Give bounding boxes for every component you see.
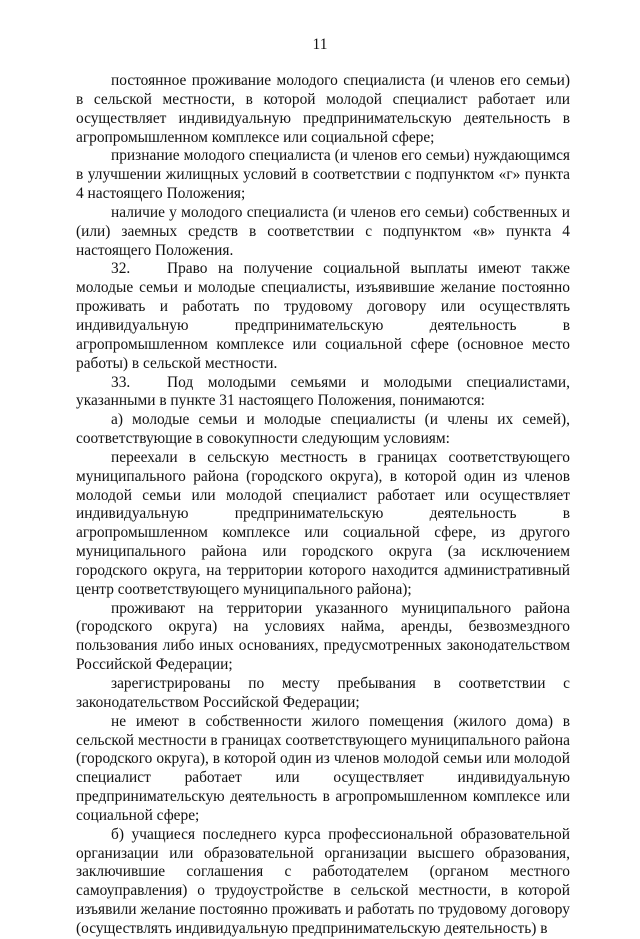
document-body: [76, 72, 570, 939]
paragraph: проживают на территории указанного муниципального района (городского округа) на условиях найма, аренды, безвозмездного пользования либо иных основаниях, предусмотренных законодательством Российской Федерации;: [76, 599, 570, 674]
paragraph: признание молодого специалиста (и членов его семьи) нуждающимся в улучшении жилищных условий в соответствии с подпунктом «г» пункта 4 настоящего Положения;: [76, 147, 570, 203]
item-number: 33.: [111, 373, 131, 391]
paragraph: постоянное проживание молодого специалиста (и членов его семьи) в сельской местности, в которой молодой специалист работает или осуществляет индивидуальную предпринимательскую деятельность в агропромышленном комплексе или социальной сфере;: [76, 72, 570, 146]
item-32: [76, 260, 570, 373]
paragraph: переехали в сельскую местность в границах соответствующего муниципального района (городского округа), в которой один из членов молодой семьи или молодой специалист работает или осуществляет индивидуальную предпринимательскую деятельность в агропромышленном комплексе или социальной сфере, из другого муниципального района или городского округа (за исключением городского округа, на территории которого находится административный центр соответствующего муниципального района);: [76, 448, 570, 598]
page-number: 11: [312, 36, 328, 53]
paragraph: б) учащиеся последнего курса профессиональной образовательной организации или образовательной организации высшего образования, заключившие соглашения с работодателем (органом местного самоуправления) о трудоустройстве в сельской местности, в которой изъявили желание постоянно проживать и работать по трудовому договору (осуществлять индивидуальную предпринимательскую деятельность) в: [76, 825, 570, 937]
item-text: Право на получение социальной выплаты имеют также молодые семьи и молодые специалисты, изъявившие желание постоянно проживать и работать по трудовому договору или осуществлять индивидуальную предпринимательскую деятельность в агропромышленном комплексе или социальной сфере (основное место работы) в сельской местности.: [76, 260, 570, 372]
paragraph: наличие у молодого специалиста (и членов его семьи) собственных и (или) заемных средств в соответствии с подпунктом «в» пункта 4 настоящего Положения.: [76, 203, 570, 259]
item-number: 32.: [111, 260, 131, 278]
paragraph: а) молодые семьи и молодые специалисты (и члены их семей), соответствующие в совокупности следующим условиям:: [76, 411, 570, 448]
item-33: [76, 374, 570, 412]
item-text: Под молодыми семьями и молодыми специалистами, указанными в пункте 31 настоящего Положения, понимаются:: [76, 373, 570, 410]
paragraph: не имеют в собственности жилого помещения (жилого дома) в сельской местности в границах соответствующего муниципального района (городского округа), в которой один из членов молодой семьи или молодой специалист работает или осуществляет индивидуальную предпринимательскую деятельность в агропромышленном комплексе или социальной сфере;: [76, 712, 570, 824]
paragraph: зарегистрированы по месту пребывания в соответствии с законодательством Российской Федерации;: [76, 675, 570, 711]
